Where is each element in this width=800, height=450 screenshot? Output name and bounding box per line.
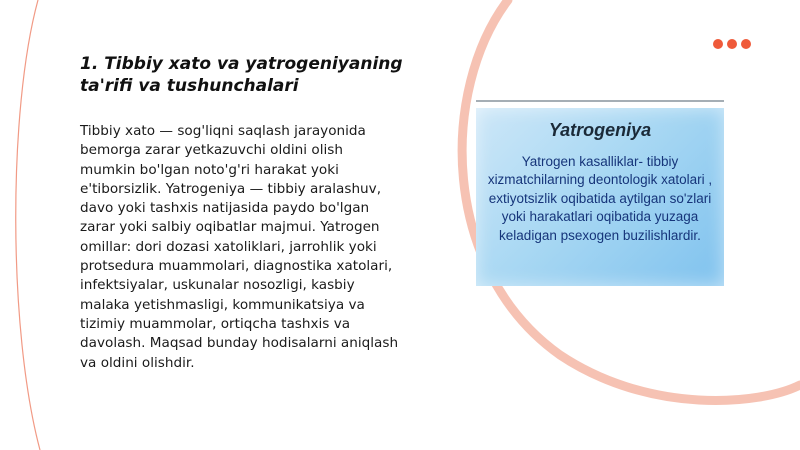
definition-card — [476, 108, 724, 286]
card-title: Yatrogeniya — [548, 120, 652, 140]
card-text: Yatrogen kasalliklar- tibbiy xizmatchilarning deontologik xatolari , extiyotsizlik oqibatida aytilgan so'zlari yoki harakatlari oqibatida yuzaga keladigan psexogen buzilishlardir. — [487, 154, 713, 243]
dot-3 — [741, 39, 751, 49]
card-top-rule — [476, 100, 724, 102]
dot-1 — [713, 39, 723, 49]
slide-body-text: Tibbiy xato — sog'liqni saqlash jarayonida bemorga zarar yetkazuvchi oldini olish mumkin bo'lgan noto'g'ri harakat yoki e'tiborsizlik. Yatrogeniya — tibbiy aralashuv, davo yoki tashxis natijasida paydo bo'lgan zarar yoki salbiy oqibatlar majmui. Yatrogen omillar: dori dozasi xatoliklari, jarrohlik yoki protsedura muammolari, diagnostika xatolari, infektsiyalar, uskunalar nosozligi, kasbiy malaka yetishmasligi, kommunikatsiya va tizimiy muammolar, ortiqcha tashxis va davolash. Maqsad bunday hodisalarni aniqlash va oldini olishdir. — [80, 123, 399, 371]
three-dots-icon — [713, 39, 751, 49]
slide-title: 1. Tibbiy xato va yatrogeniyaning ta'rifi va tushunchalari — [80, 54, 403, 96]
dot-2 — [727, 39, 737, 49]
decorative-left-curve — [16, 0, 40, 450]
